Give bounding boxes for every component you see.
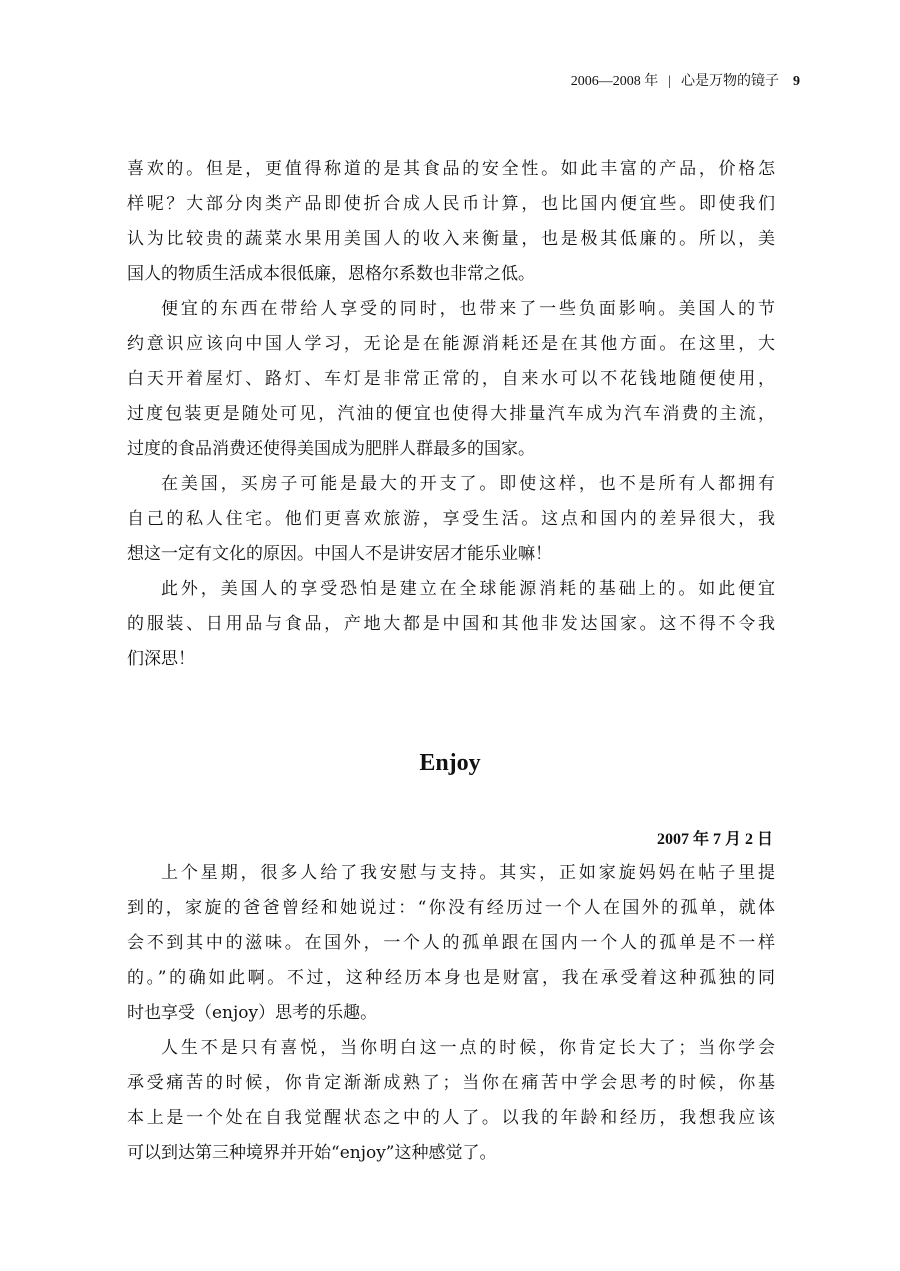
- paragraph: [127, 856, 775, 1031]
- text-line: 约意识应该向中国人学习，无论是在能源消耗还是在其他方面。在这里，大: [127, 334, 775, 354]
- paragraph: [127, 572, 775, 677]
- header-years: 2006—2008 年: [570, 74, 659, 89]
- page-number: 9: [793, 74, 800, 89]
- paragraph: [127, 292, 775, 467]
- section1-body: [127, 152, 775, 677]
- article-title: Enjoy: [419, 750, 481, 776]
- text-line: 白天开着屋灯、路灯、车灯是非常正常的，自来水可以不花钱地随便使用，: [127, 369, 775, 389]
- text-line: 想这一定有文化的原因。中国人不是讲安居才能乐业嘛！: [127, 544, 552, 564]
- text-line: 样呢？大部分肉类产品即使折合成人民币计算，也比国内便宜些。即使我们: [127, 194, 775, 214]
- running-header: [571, 70, 800, 90]
- text-line: 过度包装更是随处可见，汽油的便宜也使得大排量汽车成为汽车消费的主流，: [127, 404, 775, 424]
- text-line: 便宜的东西在带给人享受的同时，也带来了一些负面影响。美国人的节: [161, 299, 775, 319]
- paragraph: [127, 467, 775, 572]
- text-line: 本上是一个处在自我觉醒状态之中的人了。以我的年龄和经历，我想我应该: [127, 1108, 775, 1128]
- text-line: 过度的食品消费还使得美国成为肥胖人群最多的国家。: [127, 439, 535, 459]
- text-line: 承受痛苦的时候，你肯定渐渐成熟了；当你在痛苦中学会思考的时候，你基: [127, 1073, 775, 1093]
- text-line: 的。”的确如此啊。不过，这种经历本身也是财富，我在承受着这种孤独的同: [127, 968, 775, 988]
- header-separator: |: [668, 74, 671, 89]
- text-line: 认为比较贵的蔬菜水果用美国人的收入来衡量，也是极其低廉的。所以，美: [127, 229, 775, 249]
- paragraph: [127, 1031, 775, 1171]
- text-line: 时也享受（enjoy）思考的乐趣。: [127, 1003, 378, 1023]
- text-line: 上个星期，很多人给了我安慰与支持。其实，正如家旋妈妈在帖子里提: [161, 863, 775, 883]
- text-line: 到的，家旋的爸爸曾经和她说过：“你没有经历过一个人在国外的孤单，就体: [127, 898, 775, 918]
- text-line: 可以到达第三种境界并开始“enjoy”这种感觉了。: [127, 1143, 497, 1163]
- text-line: 自己的私人住宅。他们更喜欢旅游，享受生活。这点和国内的差异很大，我: [127, 509, 775, 529]
- header-chapter-title: 心是万物的镜子: [681, 74, 779, 89]
- text-line: 喜欢的。但是，更值得称道的是其食品的安全性。如此丰富的产品，价格怎: [127, 159, 775, 179]
- text-line: 人生不是只有喜悦，当你明白这一点的时候，你肯定长大了；当你学会: [161, 1038, 775, 1058]
- text-line: 的服装、日用品与食品，产地大都是中国和其他非发达国家。这不得不令我: [127, 614, 775, 634]
- text-line: 在美国，买房子可能是最大的开支了。即使这样，也不是所有人都拥有: [161, 474, 775, 494]
- text-line: 会不到其中的滋味。在国外，一个人的孤单跟在国内一个人的孤单是不一样: [127, 933, 775, 953]
- text-line: 国人的物质生活成本很低廉，恩格尔系数也非常之低。: [127, 264, 535, 284]
- text-line: 们深思！: [127, 649, 195, 669]
- paragraph: [127, 152, 775, 292]
- section2-body: [127, 856, 775, 1171]
- text-line: 此外，美国人的享受恐怕是建立在全球能源消耗的基础上的。如此便宜: [161, 579, 775, 599]
- article-date: 2007 年 7 月 2 日: [656, 831, 773, 848]
